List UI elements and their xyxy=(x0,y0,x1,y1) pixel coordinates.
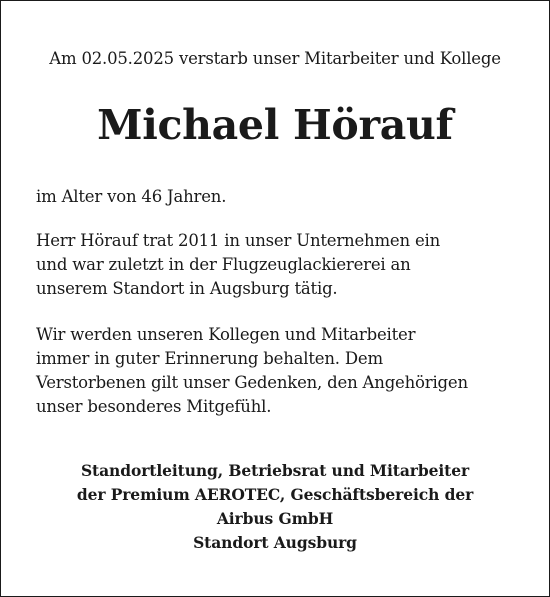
memory-line: immer in guter Erinnerung behalten. Dem xyxy=(36,349,383,368)
memory-line: unser besonderes Mitgefühl. xyxy=(36,397,272,416)
memory-paragraph xyxy=(36,323,529,419)
career-paragraph xyxy=(36,229,529,301)
signature-line: Airbus GmbH xyxy=(216,509,334,528)
career-line: und war zuletzt in der Flugzeuglackiererei an xyxy=(36,255,411,274)
memory-line: Verstorbenen gilt unser Gedenken, den Angehörigen xyxy=(36,373,468,392)
career-line: unserem Standort in Augsburg tätig. xyxy=(36,279,338,298)
career-line: Herr Hörauf trat 2011 in unser Unternehmen ein xyxy=(36,231,441,250)
age-line: im Alter von 46 Jahren. xyxy=(36,187,227,206)
signature-line: Standort Augsburg xyxy=(193,533,357,552)
age-paragraph xyxy=(36,185,529,209)
deceased-name: Michael Hörauf xyxy=(97,101,453,149)
signature-line: der Premium AEROTEC, Geschäftsbereich der xyxy=(76,485,474,504)
intro-text: Am 02.05.2025 verstarb unser Mitarbeiter und Kollege xyxy=(49,49,501,68)
signature-line: Standortleitung, Betriebsrat und Mitarbeiter xyxy=(80,461,470,480)
memory-line: Wir werden unseren Kollegen und Mitarbeiter xyxy=(36,325,416,344)
signature-block xyxy=(1,459,549,555)
